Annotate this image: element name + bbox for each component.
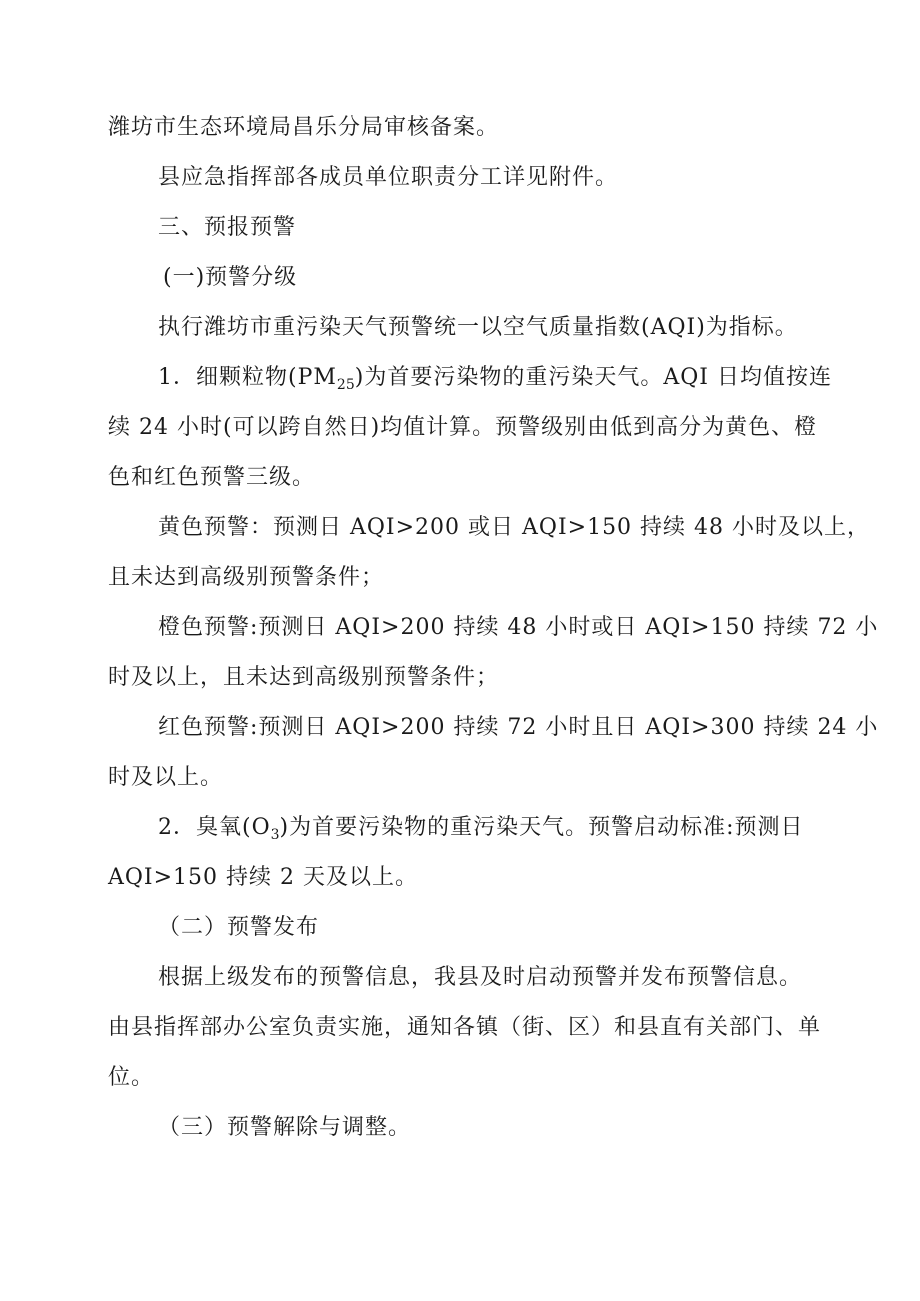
text-line-red-warning: 红色预警:预测日 AQI>200 持续 72 小时且日 AQI>300 持续 24 小 (158, 715, 879, 740)
ozone-text-b: )为首要污染物的重污染天气。预警启动标准:预测日 (279, 815, 804, 840)
text-line-yellow-warning: 黄色预警：预测日 AQI>200 或日 AQI>150 持续 48 小时及以上， (158, 515, 871, 540)
text-line-16: AQI>150 持续 2 天及以上。 (108, 865, 419, 890)
ozone-text-a: 2．臭氧(O (158, 815, 271, 840)
text-line-19: 由县指挥部办公室负责实施，通知各镇（街、区）和县直有关部门、单 (108, 1015, 822, 1040)
text-line-7: 续 24 小时(可以跨自然日)均值计算。预警级别由低到高分为黄色、橙 (108, 415, 818, 440)
text-line-pm25 (158, 363, 832, 400)
text-line-1: 潍坊市生态环境局昌乐分局审核备案。 (108, 115, 500, 140)
text-line-12: 时及以上，且未达到高级别预警条件； (108, 665, 500, 690)
subsection-heading-warning-levels: (一)预警分级 (163, 265, 298, 290)
text-line-10: 且未达到高级别预警条件； (108, 565, 385, 590)
text-line-2: 县应急指挥部各成员单位职责分工详见附件。 (158, 165, 619, 190)
pm25-text-b: )为首要污染物的重污染天气。AQI 日均值按连 (354, 365, 832, 390)
section-heading-forecast-warning: 三、预报预警 (158, 215, 297, 240)
subsection-heading-warning-release: （二）预警发布 (158, 915, 320, 940)
text-line-18: 根据上级发布的预警信息，我县及时启动预警并发布预警信息。 (158, 965, 803, 990)
text-line-5: 执行潍坊市重污染天气预警统一以空气质量指数(AQI)为指标。 (158, 315, 798, 340)
pm25-text-a: 1．细颗粒物(PM (158, 365, 337, 390)
text-line-ozone (158, 813, 804, 850)
text-line-orange-warning: 橙色预警:预测日 AQI>200 持续 48 小时或日 AQI>150 持续 72 小 (158, 615, 879, 640)
text-line-20: 位。 (108, 1065, 155, 1090)
pm25-subscript: 25 (336, 377, 355, 393)
text-line-8: 色和红色预警三级。 (108, 465, 316, 490)
subsection-heading-warning-lift: （三）预警解除与调整。 (158, 1115, 412, 1140)
ozone-subscript: 3 (270, 827, 280, 843)
text-line-14: 时及以上。 (108, 765, 224, 790)
